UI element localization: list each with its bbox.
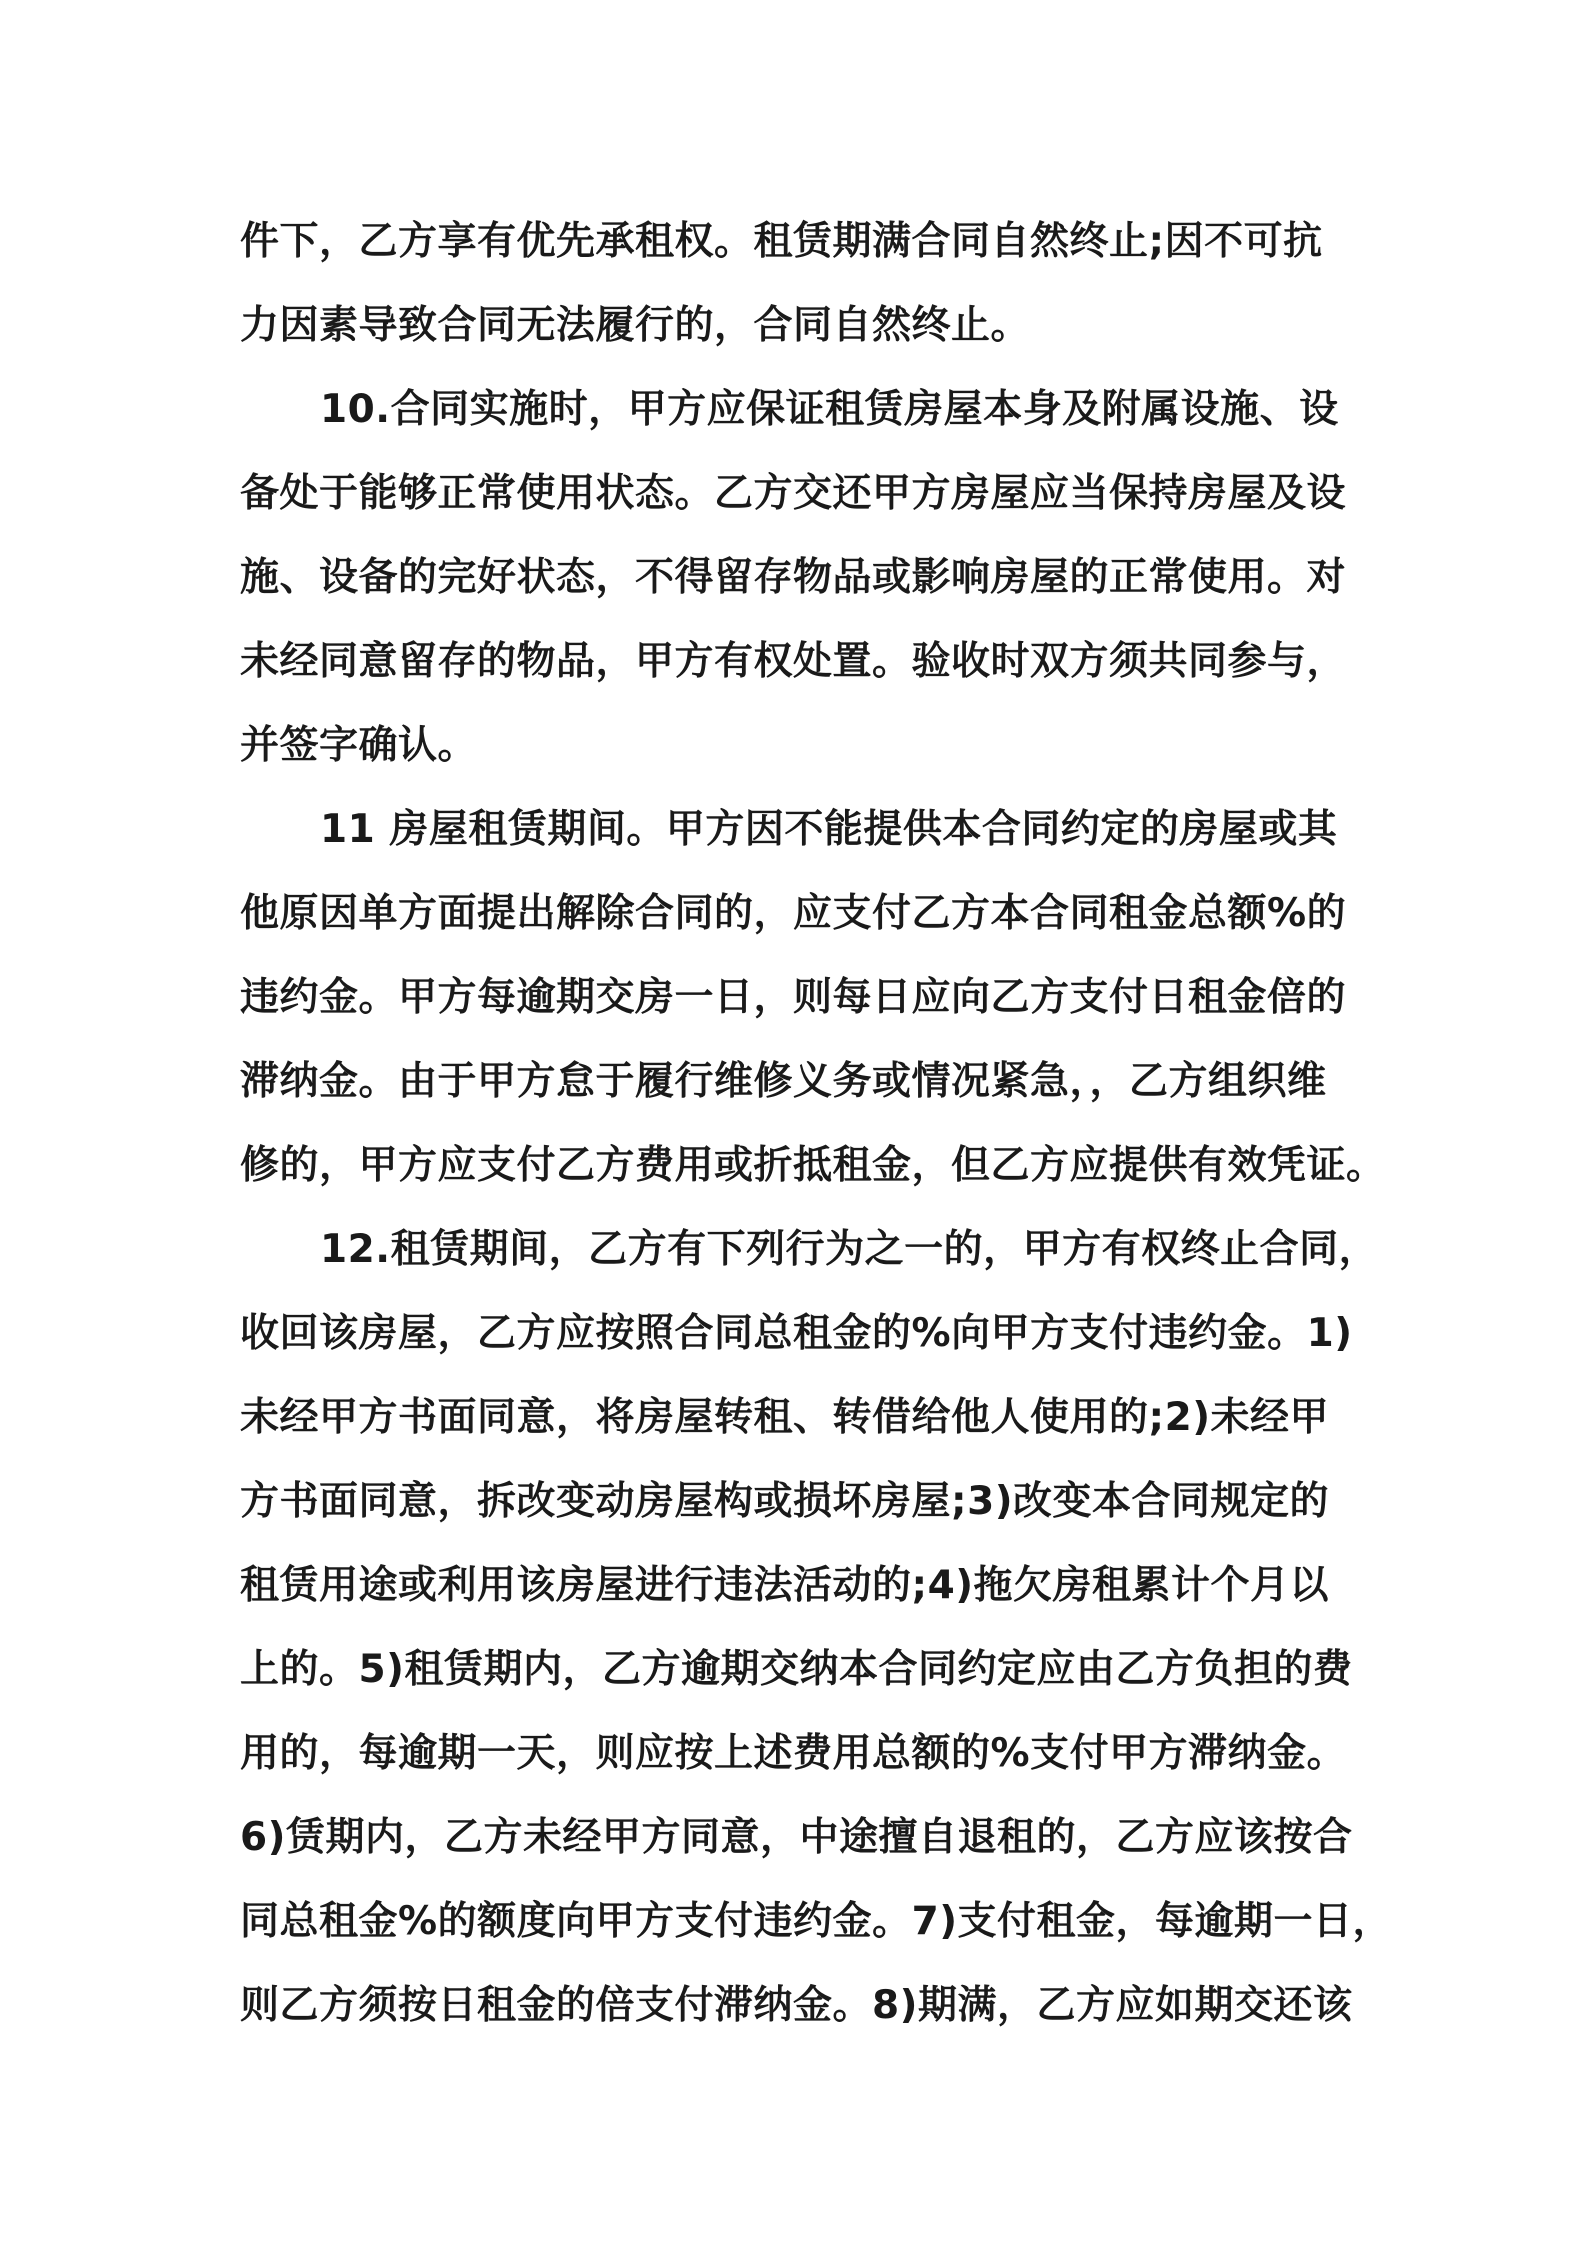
text-line: 件下，乙方享有优先承租权。租赁期满合同自然终止;因不可抗	[240, 219, 1323, 264]
paragraph-11-start: 11 房屋租赁期间。甲方因不能提供本合同约定的房屋或其	[320, 807, 1338, 852]
text-line: 未经同意留存的物品，甲方有权处置。验收时双方须共同参与，	[240, 639, 1347, 684]
text-line: 力因素导致合同无法履行的，合同自然终止。	[240, 303, 1031, 348]
text-line: 6)赁期内，乙方未经甲方同意，中途擅自退租的，乙方应该按合	[240, 1815, 1353, 1860]
contract-text	[240, 200, 1393, 2048]
text-line: 则乙方须按日租金的倍支付滞纳金。8)期满，乙方应如期交还该	[240, 1983, 1353, 2028]
text-line: 未经甲方书面同意，将房屋转租、转借给他人使用的;2)未经甲	[240, 1395, 1330, 1440]
text-line: 用的，每逾期一天，则应按上述费用总额的%支付甲方滞纳金。	[240, 1731, 1347, 1776]
text-line: 备处于能够正常使用状态。乙方交还甲方房屋应当保持房屋及设	[240, 471, 1347, 516]
text-line: 租赁用途或利用该房屋进行违法活动的;4)拖欠房租累计个月以	[240, 1563, 1330, 1608]
text-line: 方书面同意，拆改变动房屋构或损坏房屋;3)改变本合同规定的	[240, 1479, 1330, 1524]
text-line: 违约金。甲方每逾期交房一日，则每日应向乙方支付日租金倍的	[240, 975, 1347, 1020]
text-line: 上的。5)租赁期内，乙方逾期交纳本合同约定应由乙方负担的费	[240, 1647, 1353, 1692]
text-line: 同总租金%的额度向甲方支付违约金。7)支付租金，每逾期一日，	[240, 1899, 1393, 1944]
text-line: 施、设备的完好状态，不得留存物品或影响房屋的正常使用。对	[240, 555, 1347, 600]
text-line: 收回该房屋，乙方应按照合同总租金的%向甲方支付违约金。1)	[240, 1311, 1353, 1356]
text-line: 并签字确认。	[240, 723, 478, 768]
paragraph-12-start: 12.租赁期间，乙方有下列行为之一的，甲方有权终止合同，	[320, 1227, 1379, 1272]
text-line: 修的，甲方应支付乙方费用或折抵租金，但乙方应提供有效凭证。	[240, 1143, 1386, 1188]
text-line: 滞纳金。由于甲方怠于履行维修义务或情况紧急，，乙方组织维	[240, 1059, 1327, 1104]
paragraph-10-start: 10.合同实施时，甲方应保证租赁房屋本身及附属设施、设	[320, 387, 1339, 432]
text-line: 他原因单方面提出解除合同的，应支付乙方本合同租金总额%的	[240, 891, 1347, 936]
